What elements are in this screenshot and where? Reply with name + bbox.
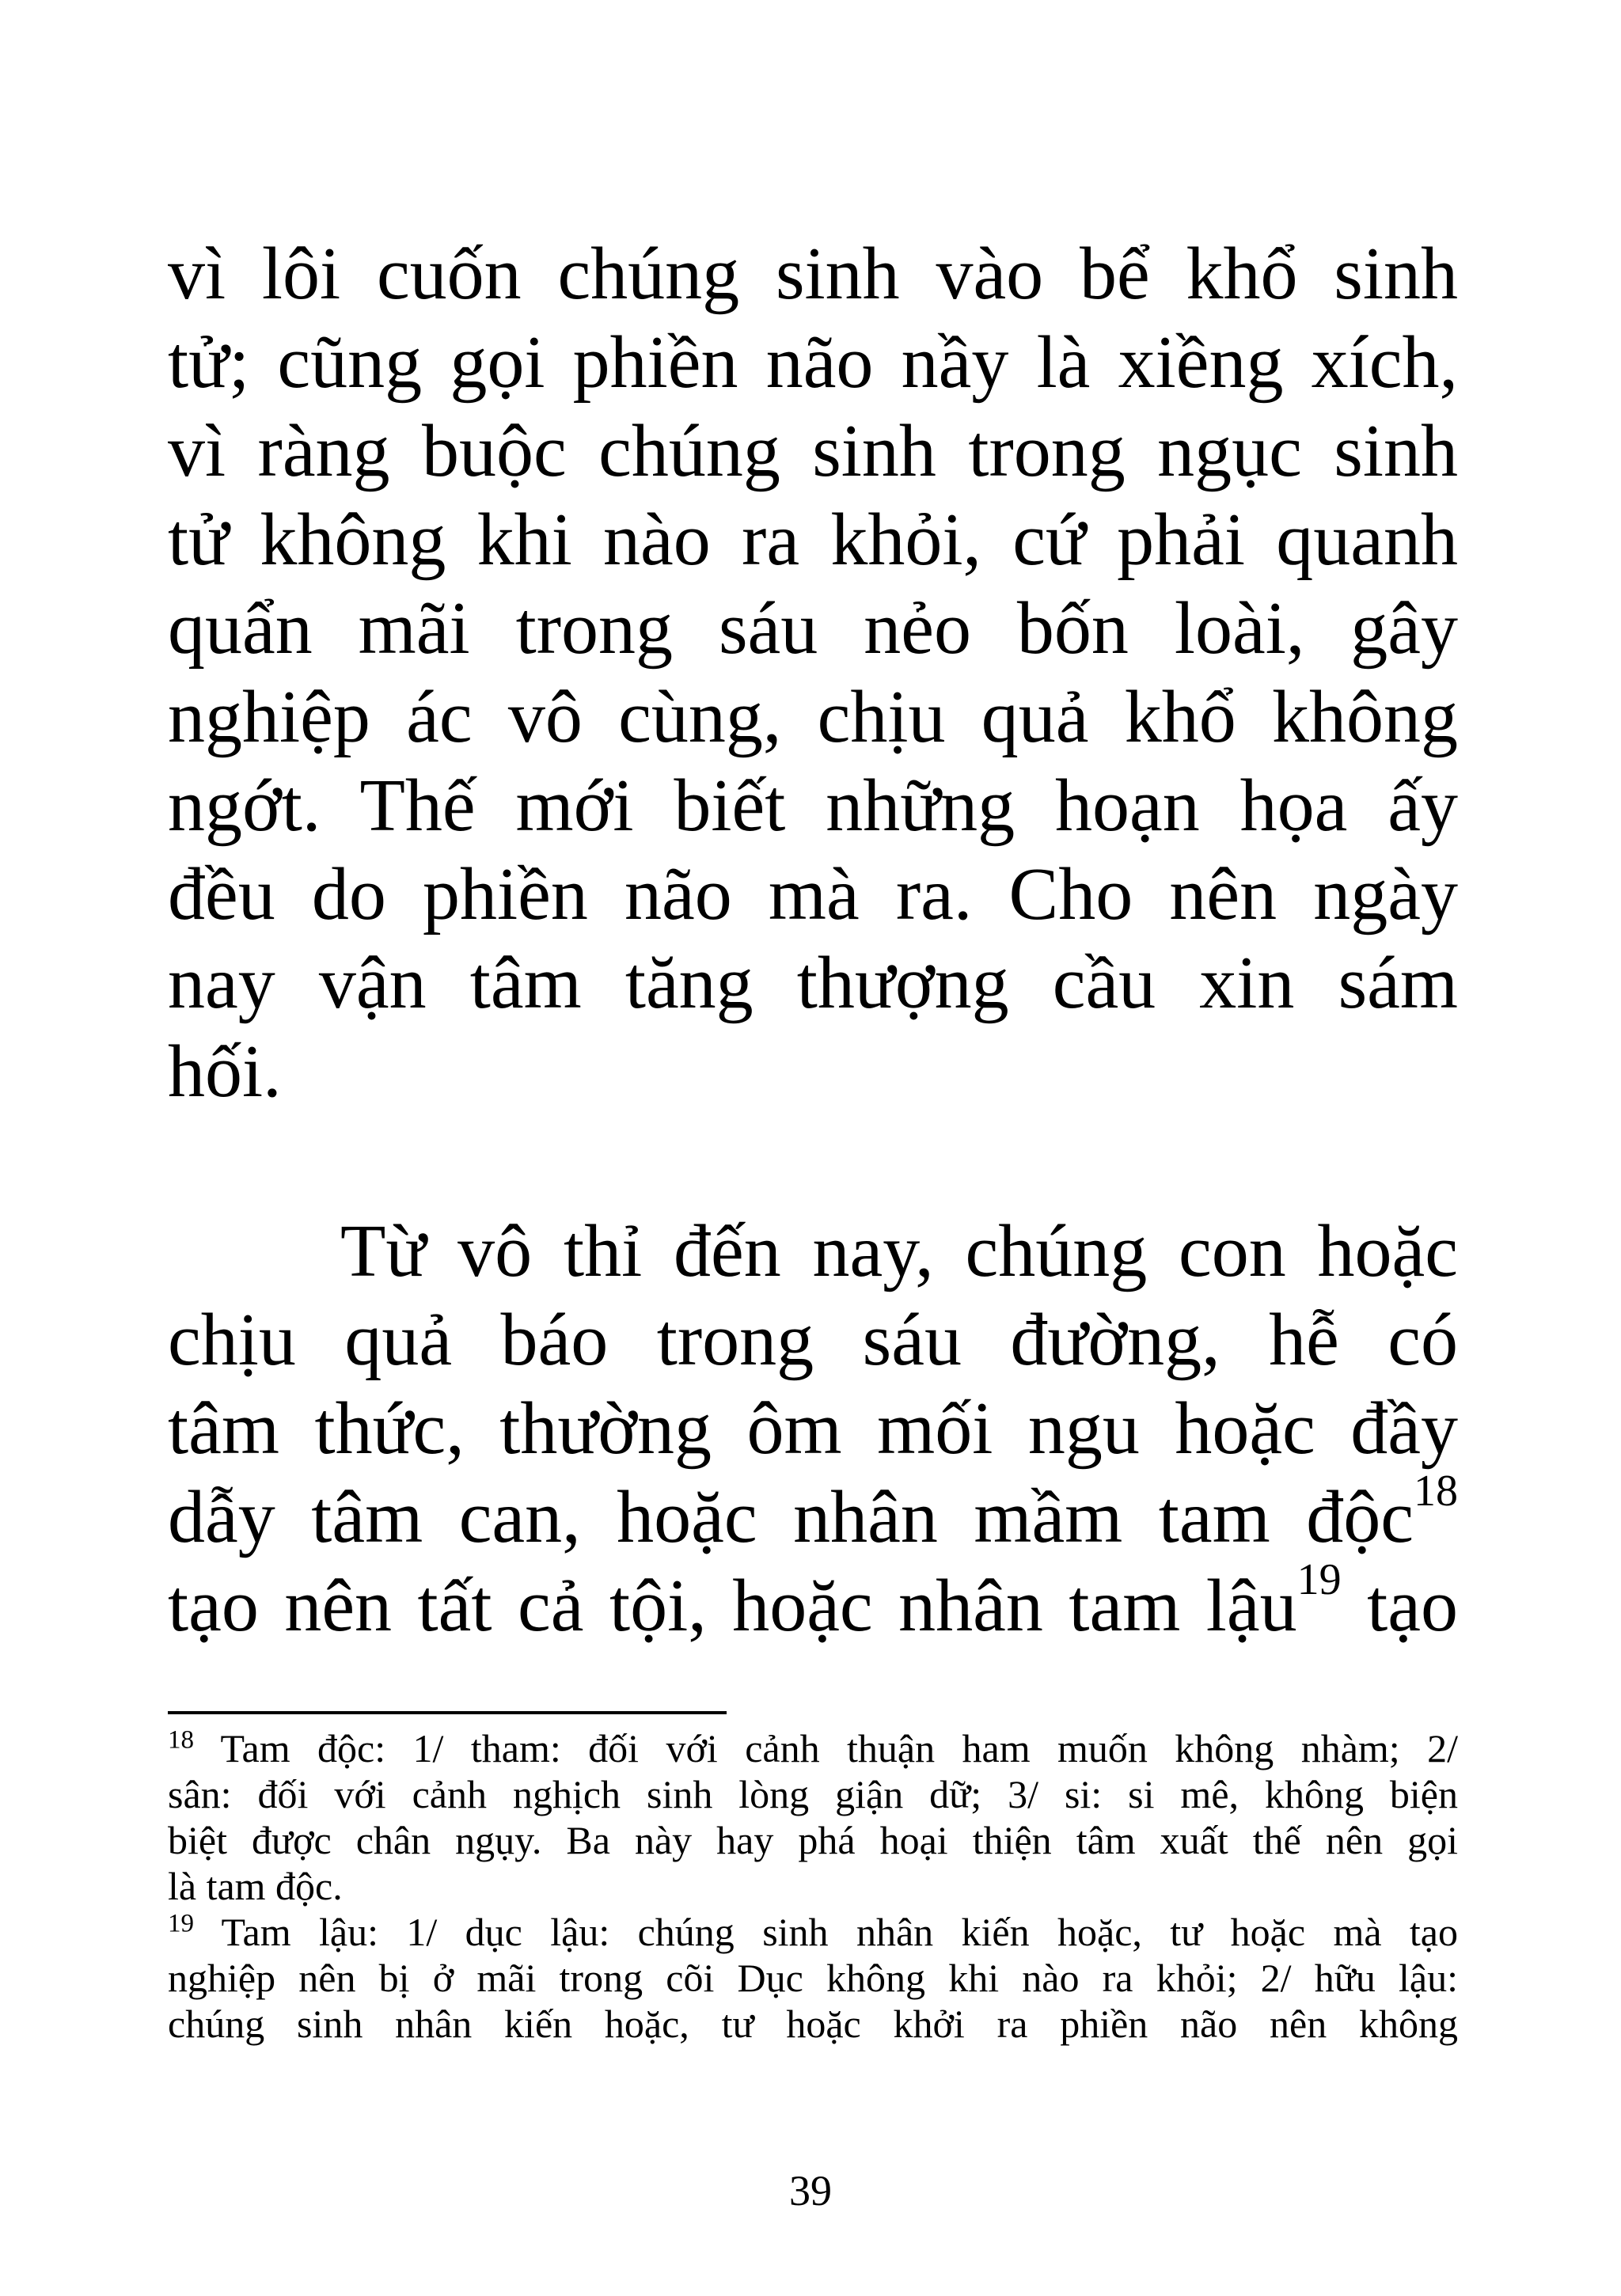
footnote-19-line	[168, 1909, 1458, 1955]
footnote-number: 18	[168, 1725, 194, 1755]
footnote-ref-19[interactable]: 19	[1296, 1554, 1342, 1604]
paragraph-1	[168, 230, 1458, 1116]
paragraph-1-line: nghiệp ác vô cùng, chịu quả khổ không	[168, 676, 1458, 758]
footnote-ref-18[interactable]: 18	[1414, 1466, 1458, 1516]
line-text: dẫy tâm can, hoặc nhân mầm tam độc	[168, 1476, 1414, 1558]
footnotes	[168, 1725, 1458, 2047]
paragraph-2-line: Từ vô thỉ đến nay, chúng con hoặc	[340, 1210, 1458, 1292]
paragraph-2	[168, 1207, 1458, 1650]
footnote-19-line: nghiệp nên bị ở mãi trong cõi Dục không khi nào ra khỏi; 2/ hữu lậu:	[168, 1956, 1458, 2000]
paragraph-1-line: hối.	[168, 1030, 282, 1113]
footnote-19-line: chúng sinh nhân kiến hoặc, tư hoặc khởi ra phiền não nên không	[168, 2002, 1458, 2046]
footnote-separator	[168, 1711, 727, 1714]
footnote-text: Tam lậu: 1/ dục lậu: chúng sinh nhân kiến hoặc, tư hoặc mà tạo	[194, 1910, 1458, 1954]
paragraph-1-line: quẩn mãi trong sáu nẻo bốn loài, gây	[168, 587, 1458, 670]
paragraph-1-line: ngớt. Thế mới biết những hoạn họa ấy	[168, 765, 1458, 847]
paragraph-2-line	[168, 1554, 1458, 1650]
line-text: tạo	[1341, 1565, 1458, 1647]
paragraph-2-line: chịu quả báo trong sáu đường, hễ có	[168, 1299, 1458, 1381]
footnote-18-line: là tam độc.	[168, 1864, 343, 1908]
page-number: 39	[789, 2167, 832, 2214]
paragraph-2-line	[168, 1466, 1458, 1562]
paragraph-1-line: vì lôi cuốn chúng sinh vào bể khổ sinh	[168, 233, 1458, 315]
footnote-number: 19	[168, 1909, 194, 1938]
paragraph-1-line: nay vận tâm tăng thượng cầu xin sám	[168, 942, 1458, 1024]
line-text: tạo nên tất cả tội, hoặc nhân tam lậu	[168, 1565, 1297, 1647]
footnote-18-line: sân: đối với cảnh nghịch sinh lòng giận dữ; 3/ si: si mê, không biện	[168, 1772, 1458, 1816]
paragraph-2-line: tâm thức, thường ôm mối ngu hoặc đầy	[168, 1387, 1458, 1470]
footnote-18-line: biệt được chân ngụy. Ba này hay phá hoại thiện tâm xuất thế nên gọi	[168, 1818, 1458, 1862]
footnote-18-line	[168, 1725, 1458, 1771]
paragraph-1-line: tử; cũng gọi phiền não nầy là xiềng xích,	[168, 321, 1458, 404]
paragraph-1-line: tử không khi nào ra khỏi, cứ phải quanh	[168, 499, 1458, 581]
footnote-text: Tam độc: 1/ tham: đối với cảnh thuận ham muốn không nhàm; 2/	[194, 1726, 1458, 1770]
paragraph-1-line: vì ràng buộc chúng sinh trong ngục sinh	[168, 410, 1458, 492]
paragraph-1-line: đều do phiền não mà ra. Cho nên ngày	[168, 853, 1458, 935]
